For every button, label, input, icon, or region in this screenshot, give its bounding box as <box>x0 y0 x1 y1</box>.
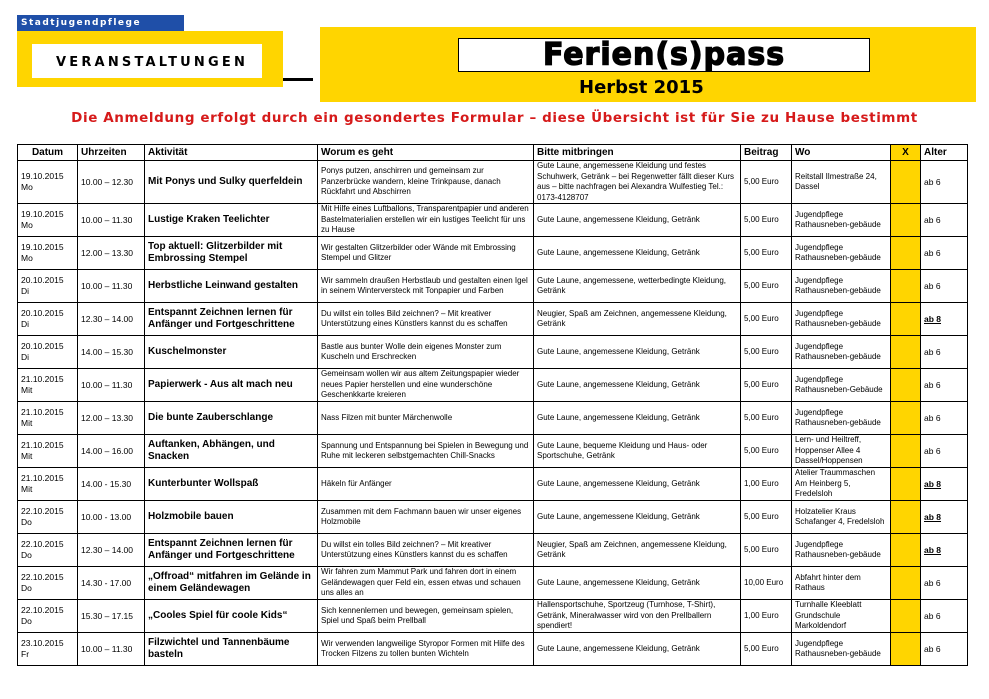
activity-cell: Auftanken, Abhängen, und Snacken <box>145 435 318 468</box>
col-worum: Worum es geht <box>318 145 534 161</box>
season-title: Herbst 2015 <box>579 77 704 98</box>
fee-cell: 1,00 Euro <box>741 468 792 501</box>
activity-cell: „Offroad“ mitfahren im Gelände in einem Geländewagen <box>145 567 318 600</box>
col-x: X <box>891 145 921 161</box>
table-row <box>18 204 968 237</box>
weekday-text: Do <box>21 517 32 527</box>
about-cell: Ponys putzen, anschirren und gemeinsam zur Panzerbrücke wandern, kleine Trinkpause, danach Rückfahrt und Abschirren <box>318 161 534 204</box>
age-cell: ab 6 <box>921 369 968 402</box>
bring-cell: Gute Laune, angemessene Kleidung, Getränk <box>534 237 741 270</box>
selection-checkbox-cell[interactable] <box>891 402 921 435</box>
time-cell: 12.30 – 14.00 <box>78 534 145 567</box>
bring-cell: Gute Laune, angemessene Kleidung, Getränk <box>534 501 741 534</box>
bring-cell: Gute Laune, angemessene Kleidung, Getränk <box>534 633 741 666</box>
activity-cell: Entspannt Zeichnen lernen für Anfänger und Fortgeschrittene <box>145 534 318 567</box>
bring-cell: Gute Laune, angemessene Kleidung, Getränk <box>534 468 741 501</box>
about-cell: Sich kennenlernen und bewegen, gemeinsam spielen, Spiel und Spaß beim Prellball <box>318 600 534 633</box>
time-cell: 10.00 – 12.30 <box>78 161 145 204</box>
date-text: 20.10.2015 <box>21 275 64 285</box>
fee-cell: 5,00 Euro <box>741 161 792 204</box>
col-beitrag: Beitrag <box>741 145 792 161</box>
about-cell: Wir verwenden langweilige Styropor Formen mit Hilfe des Trocken Filzens zu tollen bunten Wichteln <box>318 633 534 666</box>
selection-checkbox-cell[interactable] <box>891 303 921 336</box>
date-cell <box>18 161 78 204</box>
bring-cell: Neugier, Spaß am Zeichnen, angemessene Kleidung, Getränk <box>534 534 741 567</box>
fee-cell: 5,00 Euro <box>741 435 792 468</box>
weekday-text: Mit <box>21 385 33 395</box>
time-cell: 12.30 – 14.00 <box>78 303 145 336</box>
ferienspass-logo <box>458 38 870 72</box>
bring-cell: Gute Laune, angemessene Kleidung, Getränk <box>534 567 741 600</box>
date-text: 22.10.2015 <box>21 506 64 516</box>
weekday-text: Mo <box>21 220 33 230</box>
fee-cell: 5,00 Euro <box>741 270 792 303</box>
weekday-text: Mit <box>21 418 33 428</box>
date-text: 19.10.2015 <box>21 209 64 219</box>
bring-cell: Hallensportschuhe, Sportzeug (Turnhose, T-Shirt), Getränk, Mineralwasser wird von den Prellballern spendiert! <box>534 600 741 633</box>
time-cell: 14.00 – 15.30 <box>78 336 145 369</box>
about-cell: Mit Hilfe eines Luftballons, Transparentpapier und anderen Bastelmaterialien erstellen wir ein lustiges Teelicht für uns zu Hause <box>318 204 534 237</box>
location-cell: Atelier Traummaschen Am Heinberg 5, Fredelsloh <box>792 468 891 501</box>
table-row <box>18 270 968 303</box>
bring-cell: Gute Laune, angemessene Kleidung, Getränk <box>534 204 741 237</box>
about-cell: Gemeinsam wollen wir aus altem Zeitungspapier wieder neues Papier herstellen und eine wunderschöne Geschenkkarte kreieren <box>318 369 534 402</box>
selection-checkbox-cell[interactable] <box>891 600 921 633</box>
about-cell: Du willst ein tolles Bild zeichnen? – Mit kreativer Unterstützung eines Künstlers kannst du es schaffen <box>318 303 534 336</box>
date-cell <box>18 435 78 468</box>
bring-cell: Gute Laune, angemessene Kleidung, Getränk <box>534 369 741 402</box>
fee-cell: 5,00 Euro <box>741 369 792 402</box>
fee-cell: 5,00 Euro <box>741 633 792 666</box>
weekday-text: Mit <box>21 484 33 494</box>
section-rule <box>283 78 313 81</box>
weekday-text: Di <box>21 352 30 362</box>
time-cell: 10.00 - 13.00 <box>78 501 145 534</box>
org-banner: Stadtjugendpflege <box>17 15 184 31</box>
registration-notice: Die Anmeldung erfolgt durch ein gesondertes Formular – diese Übersicht ist für Sie zu Hause bestimmt <box>71 110 918 126</box>
date-cell <box>18 369 78 402</box>
date-text: 22.10.2015 <box>21 572 64 582</box>
date-cell <box>18 237 78 270</box>
activity-cell: Top aktuell: Glitzerbilder mit Embrossing Stempel <box>145 237 318 270</box>
activity-cell: Lustige Kraken Teelichter <box>145 204 318 237</box>
table-header-row <box>18 145 968 161</box>
date-text: 20.10.2015 <box>21 341 64 351</box>
time-cell: 10.00 – 11.30 <box>78 633 145 666</box>
selection-checkbox-cell[interactable] <box>891 468 921 501</box>
selection-checkbox-cell[interactable] <box>891 161 921 204</box>
fee-cell: 5,00 Euro <box>741 336 792 369</box>
location-cell: Reitstall Ilmestraße 24, Dassel <box>792 161 891 204</box>
col-mitbringen: Bitte mitbringen <box>534 145 741 161</box>
table-row <box>18 402 968 435</box>
table-row <box>18 534 968 567</box>
events-table <box>17 144 968 666</box>
table-row <box>18 633 968 666</box>
bring-cell: Gute Laune, angemessene Kleidung und festes Schuhwerk, Getränk – bei Regenwetter fällt dieser Kurs aus – bitte nachfragen bei Alexandra Wulfestieg Tel.: 0173-4128707 <box>534 161 741 204</box>
logo-text: Ferien(s)pass <box>542 36 786 73</box>
fee-cell: 5,00 Euro <box>741 501 792 534</box>
bring-cell: Gute Laune, bequeme Kleidung und Haus- oder Sportschuhe, Getränk <box>534 435 741 468</box>
fee-cell: 5,00 Euro <box>741 303 792 336</box>
weekday-text: Di <box>21 286 30 296</box>
age-cell: ab 8 <box>921 468 968 501</box>
age-cell: ab 6 <box>921 336 968 369</box>
selection-checkbox-cell[interactable] <box>891 204 921 237</box>
fee-cell: 5,00 Euro <box>741 204 792 237</box>
date-cell <box>18 303 78 336</box>
age-cell: ab 6 <box>921 237 968 270</box>
location-cell: Jugendpflege Rathausneben-gebäude <box>792 270 891 303</box>
col-aktivitaet: Aktivität <box>145 145 318 161</box>
about-cell: Bastle aus bunter Wolle dein eigenes Monster zum Kuscheln und Erschrecken <box>318 336 534 369</box>
location-cell: Abfahrt hinter dem Rathaus <box>792 567 891 600</box>
date-cell <box>18 336 78 369</box>
age-cell: ab 6 <box>921 435 968 468</box>
fee-cell: 5,00 Euro <box>741 402 792 435</box>
weekday-text: Di <box>21 319 30 329</box>
table-row <box>18 435 968 468</box>
location-cell: Jugendpflege Rathausneben-gebäude <box>792 633 891 666</box>
selection-checkbox-cell[interactable] <box>891 435 921 468</box>
location-cell: Jugendpflege Rathausneben-gebäude <box>792 303 891 336</box>
time-cell: 12.00 – 13.30 <box>78 237 145 270</box>
time-cell: 14.30 - 17.00 <box>78 567 145 600</box>
selection-checkbox-cell[interactable] <box>891 501 921 534</box>
about-cell: Du willst ein tolles Bild zeichnen? – Mit kreativer Unterstützung eines Künstlers kannst du es schaffen <box>318 534 534 567</box>
date-cell <box>18 402 78 435</box>
fee-cell: 10,00 Euro <box>741 567 792 600</box>
table-row <box>18 600 968 633</box>
date-text: 21.10.2015 <box>21 440 64 450</box>
activity-cell: „Cooles Spiel für coole Kids“ <box>145 600 318 633</box>
age-cell: ab 6 <box>921 402 968 435</box>
section-title: VERANSTALTUNGEN <box>56 55 249 70</box>
date-text: 22.10.2015 <box>21 605 64 615</box>
date-cell <box>18 501 78 534</box>
location-cell: Jugendpflege Rathausneben-gebäude <box>792 534 891 567</box>
fee-cell: 1,00 Euro <box>741 600 792 633</box>
age-cell: ab 6 <box>921 204 968 237</box>
weekday-text: Do <box>21 550 32 560</box>
date-cell <box>18 204 78 237</box>
time-cell: 10.00 – 11.30 <box>78 270 145 303</box>
fee-cell: 5,00 Euro <box>741 534 792 567</box>
activity-cell: Kunterbunter Wollspaß <box>145 468 318 501</box>
date-text: 20.10.2015 <box>21 308 64 318</box>
bring-cell: Gute Laune, angemessene Kleidung, Getränk <box>534 336 741 369</box>
location-cell: Jugendpflege Rathausneben-gebäude <box>792 402 891 435</box>
location-cell: Turnhalle Kleeblatt Grundschule Markoldendorf <box>792 600 891 633</box>
time-cell: 15.30 – 17.15 <box>78 600 145 633</box>
table-row <box>18 336 968 369</box>
location-cell: Jugendpflege Rathausneben-Gebäude <box>792 369 891 402</box>
about-cell: Wir sammeln draußen Herbstlaub und gestalten einen Igel in seinem Winterversteck mit Tonpapier und Farben <box>318 270 534 303</box>
selection-checkbox-cell[interactable] <box>891 336 921 369</box>
selection-checkbox-cell[interactable] <box>891 534 921 567</box>
time-cell: 10.00 – 11.30 <box>78 204 145 237</box>
weekday-text: Do <box>21 616 32 626</box>
date-cell <box>18 468 78 501</box>
table-row <box>18 303 968 336</box>
time-cell: 14.00 – 16.00 <box>78 435 145 468</box>
date-cell <box>18 567 78 600</box>
date-text: 21.10.2015 <box>21 473 64 483</box>
selection-checkbox-cell[interactable] <box>891 369 921 402</box>
activity-cell: Papierwerk - Aus alt mach neu <box>145 369 318 402</box>
date-cell <box>18 600 78 633</box>
weekday-text: Fr <box>21 649 30 659</box>
about-cell: Wir fahren zum Mammut Park und fahren dort in einem Geländewagen quer Feld ein, essen etwas und schauen uns alles an <box>318 567 534 600</box>
date-text: 23.10.2015 <box>21 638 64 648</box>
time-cell: 10.00 – 11.30 <box>78 369 145 402</box>
date-cell <box>18 270 78 303</box>
age-cell: ab 6 <box>921 567 968 600</box>
col-wo: Wo <box>792 145 891 161</box>
age-cell: ab 6 <box>921 270 968 303</box>
table-row <box>18 567 968 600</box>
weekday-text: Mo <box>21 253 33 263</box>
date-cell <box>18 534 78 567</box>
col-alter: Alter <box>921 145 968 161</box>
location-cell: Jugendpflege Rathausneben-gebäude <box>792 237 891 270</box>
age-cell: ab 8 <box>921 534 968 567</box>
about-cell: Spannung und Entspannung bei Spielen in Bewegung und Ruhe mit leckeren selbstgemachten Chill-Snacks <box>318 435 534 468</box>
location-cell: Jugendpflege Rathausneben-gebäude <box>792 336 891 369</box>
location-cell: Lern- und Heiltreff, Hoppenser Allee 4 Dassel/Hoppensen <box>792 435 891 468</box>
col-datum: Datum <box>18 145 78 161</box>
selection-checkbox-cell[interactable] <box>891 270 921 303</box>
activity-cell: Entspannt Zeichnen lernen für Anfänger und Fortgeschrittene <box>145 303 318 336</box>
table-row <box>18 501 968 534</box>
date-text: 19.10.2015 <box>21 171 64 181</box>
activity-cell: Herbstliche Leinwand gestalten <box>145 270 318 303</box>
selection-checkbox-cell[interactable] <box>891 633 921 666</box>
bring-cell: Gute Laune, angemessene, wetterbedingte Kleidung, Getränk <box>534 270 741 303</box>
time-cell: 12.00 – 13.30 <box>78 402 145 435</box>
about-cell: Nass Filzen mit bunter Märchenwolle <box>318 402 534 435</box>
about-cell: Häkeln für Anfänger <box>318 468 534 501</box>
col-uhrzeiten: Uhrzeiten <box>78 145 145 161</box>
table-row <box>18 369 968 402</box>
fee-cell: 5,00 Euro <box>741 237 792 270</box>
date-text: 21.10.2015 <box>21 374 64 384</box>
location-cell: Jugendpflege Rathausneben-gebäude <box>792 204 891 237</box>
table-row <box>18 468 968 501</box>
selection-checkbox-cell[interactable] <box>891 567 921 600</box>
weekday-text: Mit <box>21 451 33 461</box>
activity-cell: Mit Ponys und Sulky querfeldein <box>145 161 318 204</box>
weekday-text: Mo <box>21 182 33 192</box>
about-cell: Wir gestalten Glitzerbilder oder Wände mit Embrossing Stempel und Glitzer <box>318 237 534 270</box>
table-row <box>18 237 968 270</box>
bring-cell: Gute Laune, angemessene Kleidung, Getränk <box>534 402 741 435</box>
location-cell: Holzatelier Kraus Schafanger 4, Fredelsloh <box>792 501 891 534</box>
age-cell: ab 6 <box>921 633 968 666</box>
age-cell: ab 6 <box>921 600 968 633</box>
about-cell: Zusammen mit dem Fachmann bauen wir unser eigenes Holzmobile <box>318 501 534 534</box>
bring-cell: Neugier, Spaß am Zeichnen, angemessene Kleidung, Getränk <box>534 303 741 336</box>
age-cell: ab 8 <box>921 501 968 534</box>
date-text: 22.10.2015 <box>21 539 64 549</box>
selection-checkbox-cell[interactable] <box>891 237 921 270</box>
age-cell: ab 8 <box>921 303 968 336</box>
activity-cell: Die bunte Zauberschlange <box>145 402 318 435</box>
table-row <box>18 161 968 204</box>
date-text: 21.10.2015 <box>21 407 64 417</box>
time-cell: 14.00 - 15.30 <box>78 468 145 501</box>
date-text: 19.10.2015 <box>21 242 64 252</box>
activity-cell: Filzwichtel und Tannenbäume basteln <box>145 633 318 666</box>
date-cell <box>18 633 78 666</box>
age-cell: ab 6 <box>921 161 968 204</box>
activity-cell: Holzmobile bauen <box>145 501 318 534</box>
weekday-text: Do <box>21 583 32 593</box>
activity-cell: Kuschelmonster <box>145 336 318 369</box>
